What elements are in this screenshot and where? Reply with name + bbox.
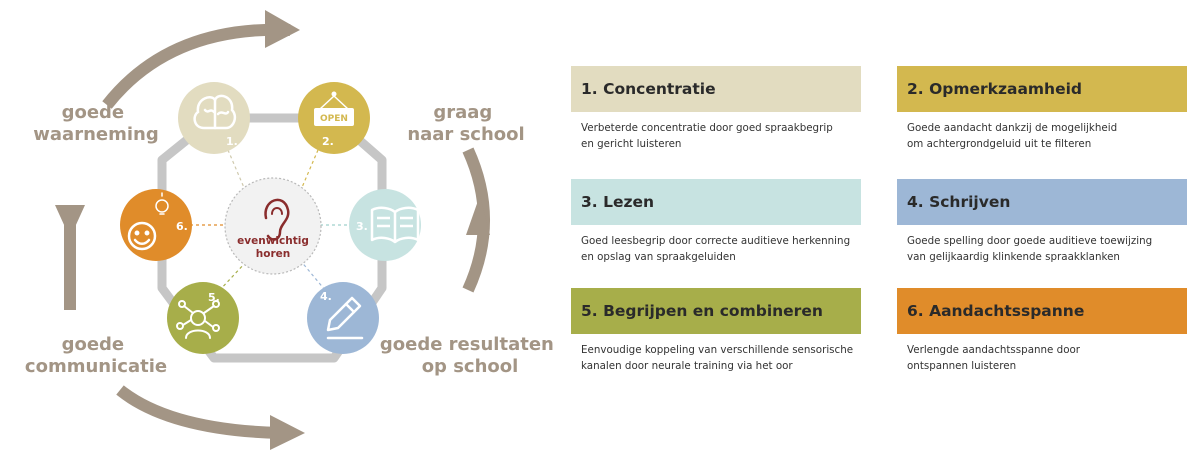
label-goede-communicatie: goede communicatie — [24, 334, 168, 377]
center-node — [225, 178, 321, 274]
node-2-number: 2. — [322, 135, 334, 148]
card-title: 2. Opmerkzaamheid — [897, 66, 1187, 112]
node-3-number: 3. — [356, 220, 368, 233]
node-5-number: 5. — [208, 291, 220, 304]
connector-5 — [218, 262, 246, 292]
card-description: Goed leesbegrip door correcte auditieve herkenning en opslag van spraakgeluiden — [581, 235, 851, 263]
node-1-number: 1. — [226, 135, 238, 148]
node-2-opmerkzaamheid — [298, 82, 370, 154]
arrow-head-top — [265, 10, 300, 48]
node-3-lezen — [349, 189, 421, 261]
arrow-head-bottom — [270, 415, 305, 450]
connector-1 — [228, 150, 245, 190]
card-description: Goede spelling door goede auditieve toewijzing van gelijkaardig klinkende spraakklanken — [907, 235, 1153, 263]
arrow-bottom — [120, 390, 280, 433]
card-title: 1. Concentratie — [571, 66, 861, 112]
center-label-line2: horen — [255, 248, 291, 260]
node-4-schrijven — [307, 282, 379, 354]
connector-2 — [300, 150, 318, 192]
node-6-aandachtsspanne — [120, 189, 192, 261]
card-schrijven — [897, 179, 1187, 265]
label-goede-waarneming: goede waarneming — [33, 102, 159, 145]
card-begrijpen-en-combineren — [571, 288, 861, 374]
card-description: Verbeterde concentratie door goed spraakbegrip en gericht luisteren — [581, 122, 833, 150]
card-concentratie — [571, 66, 861, 152]
card-lezen — [571, 179, 861, 265]
center-label-line1: evenwichtig — [237, 235, 309, 247]
card-description: Eenvoudige koppeling van verschillende sensorische kanalen door neurale training via het oor — [581, 344, 854, 372]
node-6-number: 6. — [176, 220, 188, 233]
open-sign-text: OPEN — [320, 114, 348, 124]
card-title: 6. Aandachtsspanne — [897, 288, 1187, 334]
node-5-begrijpen — [167, 282, 239, 354]
cycle-diagram — [0, 0, 560, 456]
card-aandachtsspanne — [897, 288, 1187, 374]
label-graag-naar-school: graag naar school — [407, 102, 525, 145]
node-4-number: 4. — [320, 290, 332, 303]
arrow-head-left — [55, 205, 85, 238]
node-1-concentratie — [178, 82, 250, 154]
card-opmerkzaamheid — [897, 66, 1187, 152]
connector-4 — [300, 260, 325, 290]
card-description: Verlengde aandachtsspanne door ontspannen luisteren — [907, 344, 1081, 372]
card-description: Goede aandacht dankzij de mogelijkheid om achtergrondgeluid uit te filteren — [907, 122, 1118, 150]
label-goede-resultaten: goede resultaten op school — [379, 334, 554, 377]
card-title: 4. Schrijven — [897, 179, 1187, 225]
card-title: 5. Begrijpen en combineren — [571, 288, 861, 334]
card-title: 3. Lezen — [571, 179, 861, 225]
